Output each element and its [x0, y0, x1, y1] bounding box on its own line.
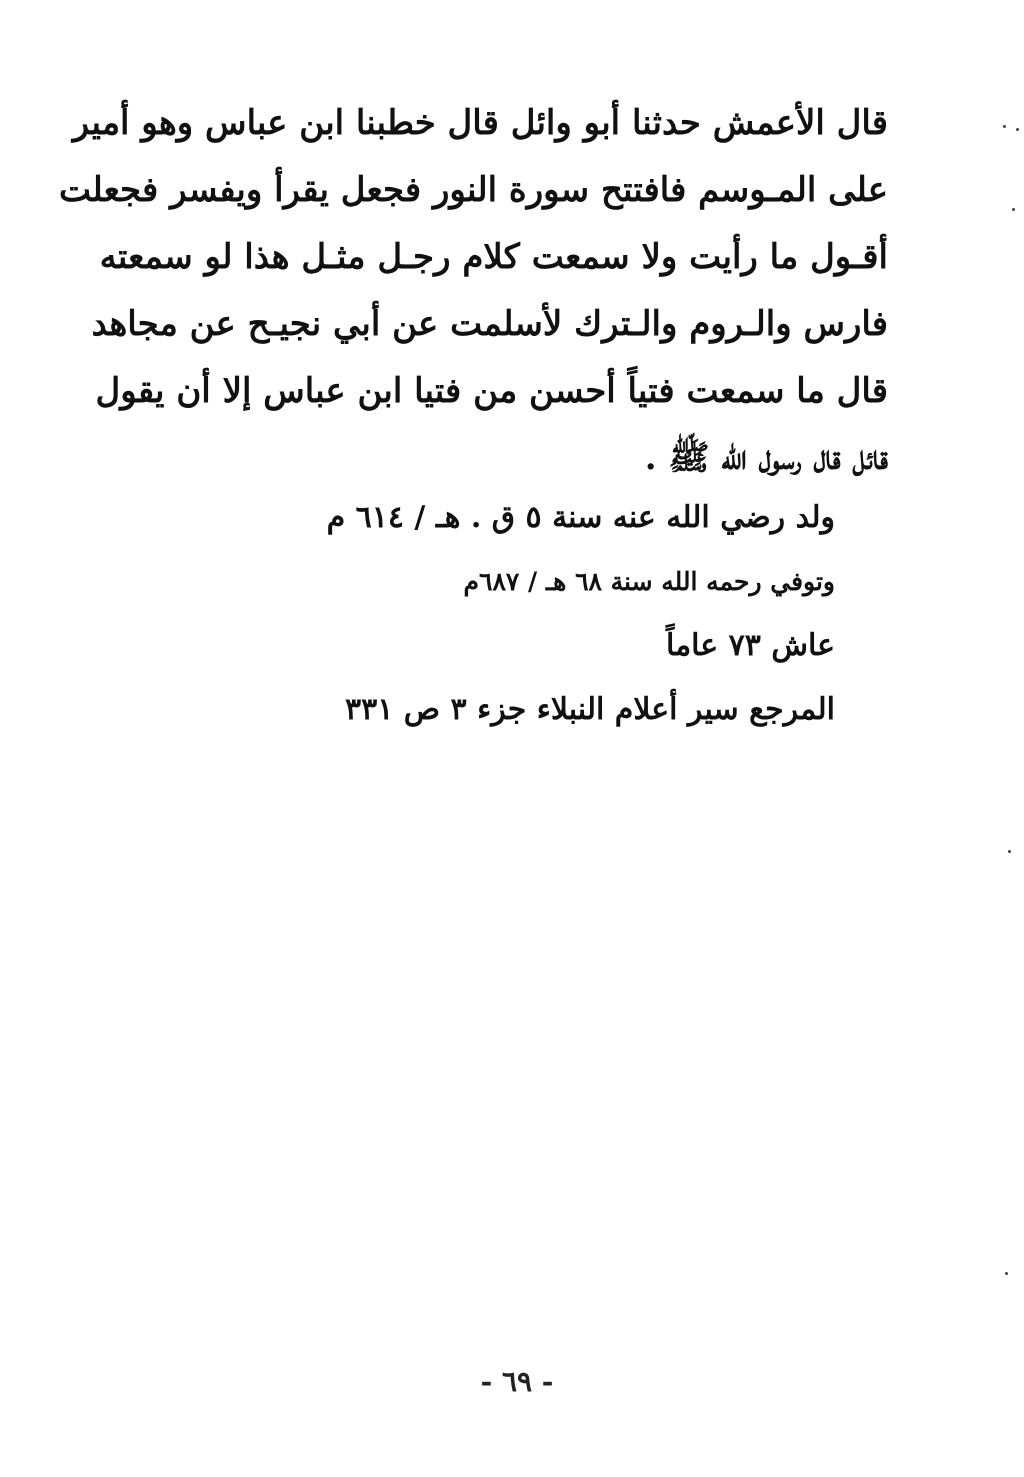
lifespan-line: عاش ٧٣ عاماً — [665, 628, 835, 663]
death-line: وتوفي رحمه الله سنة ٦٨ هـ / ٦٨٧م — [463, 567, 835, 596]
reference-line: المرجع سير أعلام النبلاء جزء ٣ ص ٣٣١ — [345, 692, 835, 727]
scan-speck — [1012, 208, 1015, 211]
paragraph-line-5: قال ما سمعت فتياً أحسن من فتيا ابن عباس إلا أن يقول — [95, 371, 888, 411]
paragraph-line-2: على المـوسم فافتتح سورة النور فجعل يقرأ ويفسر فجعلت — [59, 170, 888, 210]
page-number: - ٦٩ - — [480, 1365, 554, 1398]
paragraph-line-4: فارس والـروم والـترك لأسلمت عن أبي نجيـح عن مجاهد — [91, 304, 888, 344]
paragraph-line-6: قائل قال رسول الله ﷺ . — [644, 438, 888, 478]
scan-speck — [1005, 1272, 1008, 1275]
paragraph-line-3: أقـول ما رأيت ولا سمعت كلام رجـل مثـل هذا لو سمعته — [99, 237, 888, 277]
scan-speck — [1003, 125, 1006, 128]
scan-speck — [1016, 128, 1019, 131]
paragraph-line-1: قال الأعمش حدثنا أبو وائل قال خطبنا ابن عباس وهو أمير — [72, 103, 888, 143]
biography-block — [250, 486, 835, 742]
narration-paragraph — [59, 90, 888, 492]
birth-line: ولد رضي الله عنه سنة ٥ ق . هـ / ٦١٤ م — [326, 500, 835, 535]
scan-speck — [1008, 850, 1011, 853]
